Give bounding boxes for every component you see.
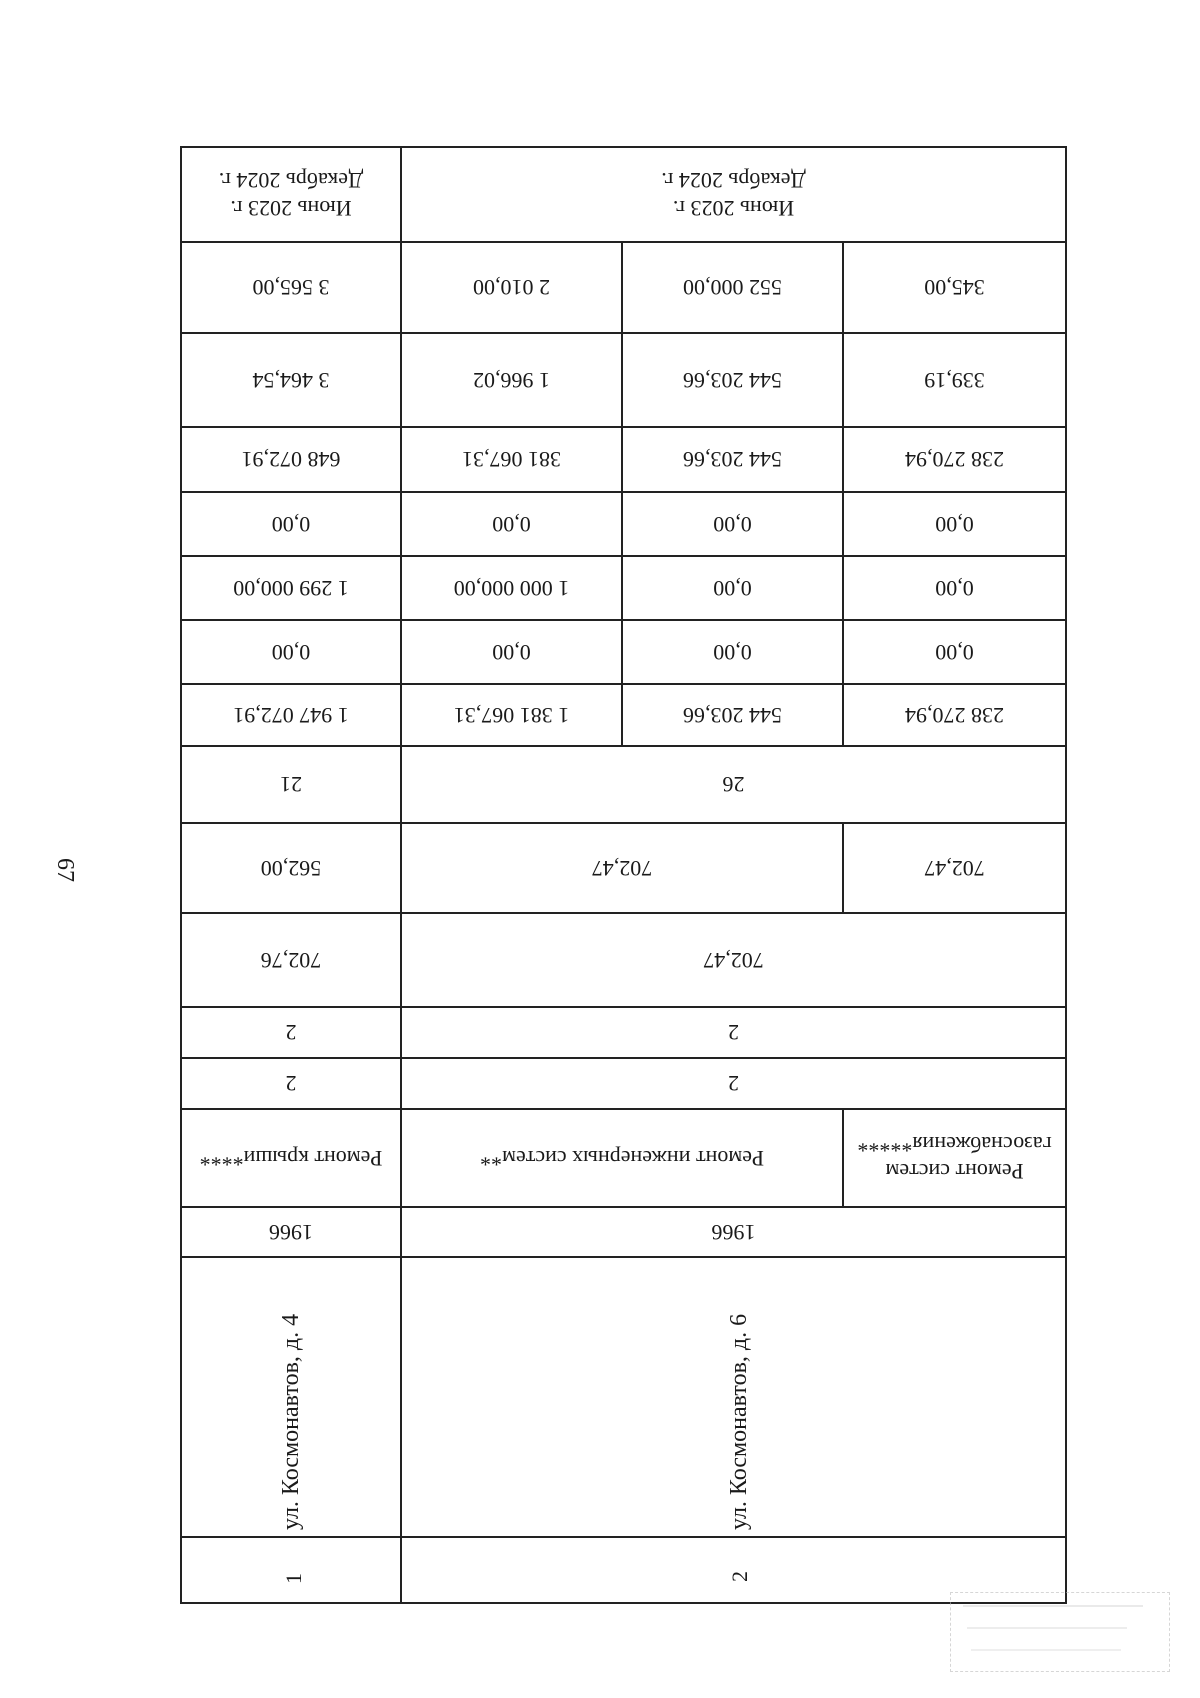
row2-sub1-limit-cost: 2 010,00 [473, 275, 550, 301]
row2-sub3-col11: 0,00 [935, 639, 974, 665]
table-border-bottom [180, 1602, 1067, 1604]
row2-sub1-col13: 0,00 [492, 511, 531, 537]
row2-sub2-col13: 0,00 [713, 511, 752, 537]
row1-col12: 1 299 000,00 [233, 575, 349, 601]
row1-work-type: Ремонт крыши**** [199, 1145, 383, 1171]
row2-col5: 2 [728, 1071, 739, 1097]
row2-sub3-col12: 0,00 [935, 575, 974, 601]
row1-col11: 0,00 [271, 639, 311, 665]
row1-year: 1966 [269, 1219, 313, 1245]
row1-col14: 648 072,91 [241, 447, 341, 473]
row2-period: Июнь 2023 г. Декабрь 2024 г. [661, 168, 806, 221]
row2-sub2-col12: 0,00 [713, 575, 752, 601]
row1-col8: 562,00 [260, 855, 322, 881]
page-number: 67 [52, 858, 78, 882]
row2-sub3-total: 238 270,94 [905, 702, 1004, 728]
row2-sub3-col14: 238 270,94 [905, 447, 1004, 473]
faint-stamp [950, 1592, 1170, 1672]
row1-limit-cost: 3 565,00 [252, 275, 330, 301]
row2-sub3-limit-cost: 345,00 [924, 275, 985, 301]
row2-number: 2 [727, 1571, 752, 1582]
row2-sub2-col11: 0,00 [713, 639, 752, 665]
row2-sub1-work-type: Ремонт инженерных систем** [480, 1145, 764, 1171]
row1-col5: 2 [285, 1071, 297, 1097]
row2-sub3-col13: 0,00 [935, 511, 974, 537]
row1-total: 1 947 072,91 [233, 702, 349, 728]
row2-sub1-col8: 702,47 [591, 855, 653, 881]
row1-col7: 702,76 [260, 947, 322, 973]
row2-year: 1966 [711, 1219, 756, 1245]
row2-sub1-total: 1 381 067,31 [453, 702, 570, 728]
row2-sub1-unit-cost: 1 966,02 [473, 367, 550, 393]
row2-sub2-col14: 544 203,66 [683, 447, 782, 473]
row2-sub2-unit-cost: 544 203,66 [683, 367, 782, 393]
row2-sub2-limit-cost: 552 000,00 [683, 275, 782, 301]
row2-sub3-col8: 702,47 [924, 855, 985, 881]
row2-sub1-col11: 0,00 [492, 639, 531, 665]
row1-col13: 0,00 [271, 511, 311, 537]
row2-address: ул. Космонавтов, д. 6 [726, 1313, 752, 1530]
row1-number: 1 [281, 1573, 306, 1584]
row2-sub1-col12: 1 000 000,00 [453, 575, 570, 601]
row2-col6: 2 [728, 1020, 739, 1046]
row2-sub2-total: 544 203,66 [683, 702, 782, 728]
row1-period: Июнь 2023 г. Декабрь 2024 г. [218, 168, 364, 221]
table-border-right [1065, 146, 1067, 1604]
row1-address: ул. Космонавтов, д. 4 [278, 1313, 304, 1530]
row1-col6: 2 [285, 1020, 297, 1046]
table-divider [180, 1536, 1067, 1538]
row1-unit-cost: 3 464,54 [252, 367, 330, 393]
row2-sub2-work-type: Ремонт систем газоснабжения***** [857, 1132, 1052, 1185]
table-divider [180, 1256, 1067, 1258]
row2-col7: 702,47 [703, 947, 764, 973]
row1-col9: 21 [280, 772, 302, 798]
row2-sub1-col14: 381 067,31 [462, 447, 561, 473]
row2-col9: 26 [722, 772, 745, 798]
row2-sub3-unit-cost: 339,19 [924, 367, 985, 393]
